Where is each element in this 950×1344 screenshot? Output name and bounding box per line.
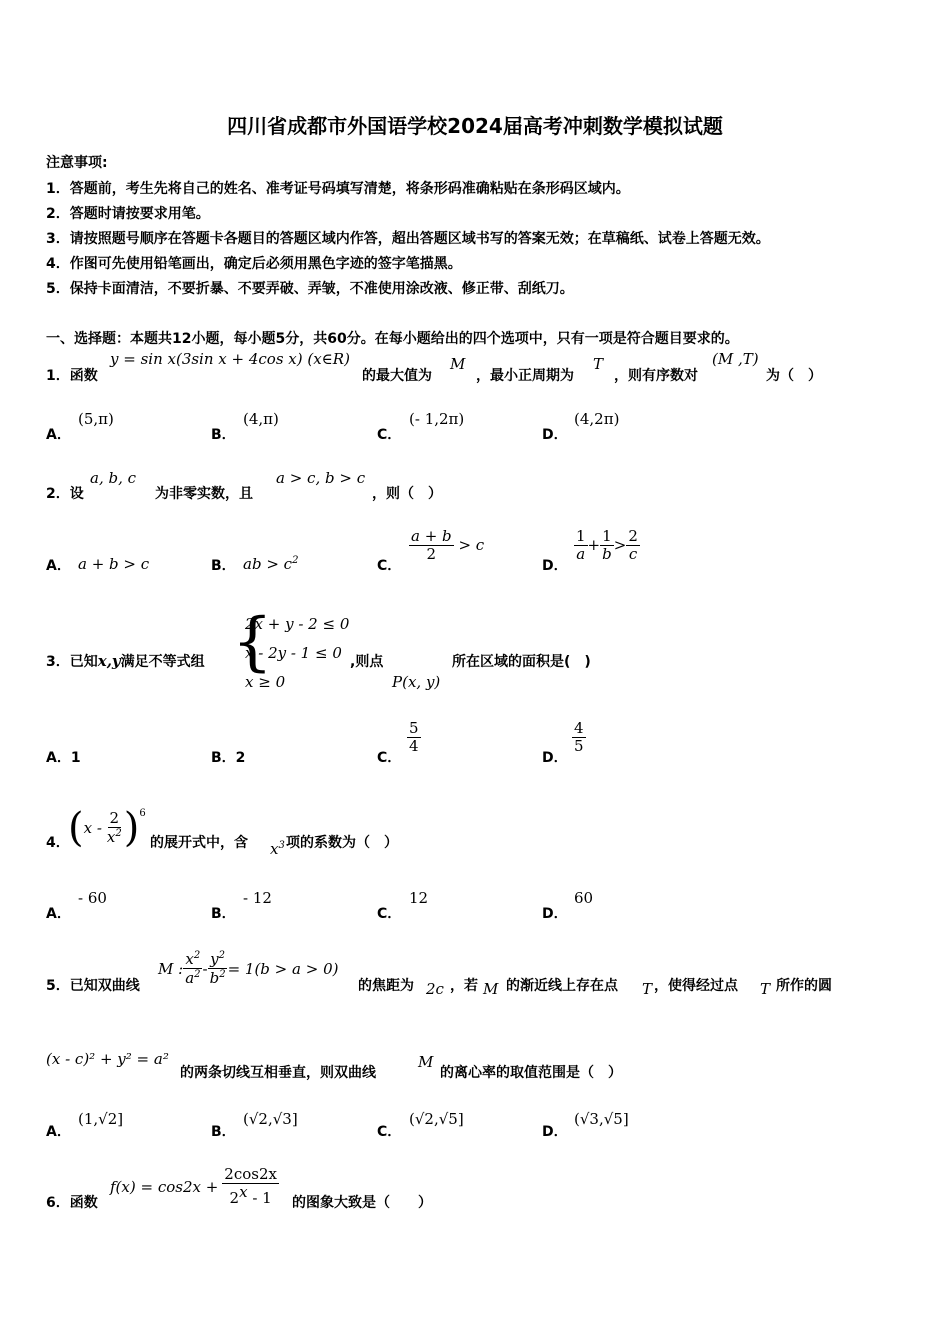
- q5-text: ，若: [450, 978, 478, 994]
- q4-option-d[interactable]: 60: [574, 889, 594, 907]
- q5-hyperbola: M : $\frac{x^2}{a^2}$ - $\frac{y^2}{b^2}$ = 1(b > a > 0): [158, 950, 339, 988]
- q2-option-c-label[interactable]: C．: [377, 558, 402, 574]
- q2-option-a[interactable]: a + b > c: [78, 555, 150, 573]
- q2-option-d-label[interactable]: D．: [542, 558, 568, 574]
- q1-option-c[interactable]: (- 1,2π): [409, 410, 465, 428]
- q2-stem: 2．设: [46, 486, 84, 502]
- q5-text: ，使得经过点: [654, 978, 738, 994]
- q3-stem: 3．已知x,y满足不等式组: [46, 652, 205, 670]
- q4-option-a[interactable]: - 60: [78, 889, 107, 907]
- q5-option-c-label[interactable]: C．: [377, 1124, 402, 1140]
- q1-option-a-label[interactable]: A．: [46, 427, 71, 443]
- q1-option-b-label[interactable]: B．: [211, 427, 236, 443]
- q5-text: 所作的圆: [776, 978, 832, 994]
- note-item: 2．答题时请按要求用笔。: [46, 206, 210, 222]
- q2-option-a-label[interactable]: A．: [46, 558, 71, 574]
- q2-text: ，则（ ）: [372, 486, 442, 502]
- q5-option-a-label[interactable]: A．: [46, 1124, 71, 1140]
- q4-option-a-label[interactable]: A．: [46, 906, 71, 922]
- note-item: 4．作图可先使用铅笔画出，确定后必须用黑色字迹的签字笔描黑。: [46, 256, 462, 272]
- q1-option-d-label[interactable]: D．: [542, 427, 568, 443]
- q4-option-c[interactable]: 12: [409, 889, 429, 907]
- q5-focal: 2c: [426, 980, 444, 998]
- q1-option-d[interactable]: (4,2π): [574, 410, 620, 428]
- q3-text: 所在区域的面积是( ): [452, 654, 591, 670]
- q2-option-b[interactable]: ab > $c^2$: [243, 555, 299, 573]
- q2-text: 为非零实数，且: [155, 486, 253, 502]
- q1-option-a[interactable]: (5,π): [78, 410, 114, 428]
- q5-text: 的渐近线上存在点: [506, 978, 618, 994]
- q5-option-a[interactable]: (1,√2]: [78, 1110, 124, 1128]
- q6-function: f(x) = cos2x + $\frac{2\cos 2x}{2^x - 1}$: [110, 1165, 277, 1208]
- q1-text: 的最大值为: [362, 368, 432, 384]
- q5-text: 的焦距为: [358, 978, 414, 994]
- q4-option-c-label[interactable]: C．: [377, 906, 402, 922]
- q3-option-d[interactable]: $\frac{4}{5}$: [574, 719, 584, 756]
- q1-stem: 1．函数: [46, 368, 98, 384]
- q5-T: T: [760, 980, 771, 998]
- q1-T: T: [593, 355, 604, 373]
- q3-point: P(x, y): [392, 673, 441, 691]
- q3-inequality: x - 2y - 1 ≤ 0: [245, 644, 342, 662]
- q6-stem: 6．函数: [46, 1195, 98, 1211]
- q5-option-d[interactable]: (√3,√5]: [574, 1110, 629, 1128]
- q2-option-b-label[interactable]: B．: [211, 558, 236, 574]
- q3-option-d-label[interactable]: D．: [542, 750, 568, 766]
- q3-option-b[interactable]: B．2: [211, 750, 246, 766]
- q5-option-c[interactable]: (√2,√5]: [409, 1110, 464, 1128]
- q3-inequality: 2x + y - 2 ≤ 0: [245, 615, 350, 633]
- page-title: 四川省成都市外国语学校2024届高考冲刺数学模拟试题: [227, 114, 723, 138]
- q3-option-c[interactable]: $\frac{5}{4}$: [409, 719, 419, 756]
- q3-text: ,则点: [350, 654, 384, 670]
- q4-text: 的展开式中，含: [150, 835, 248, 851]
- notes-heading: 注意事项:: [46, 155, 108, 171]
- q4-option-d-label[interactable]: D．: [542, 906, 568, 922]
- q4-term: $x^3$: [270, 840, 285, 858]
- q3-option-a[interactable]: A．1: [46, 750, 81, 766]
- q5-stem: 5．已知双曲线: [46, 978, 140, 994]
- q5-text: 的两条切线互相垂直，则双曲线: [180, 1065, 376, 1081]
- q4-stem: 4．: [46, 835, 70, 851]
- q4-text: 项的系数为（ ）: [286, 835, 398, 851]
- q5-T: T: [642, 980, 653, 998]
- q4-option-b-label[interactable]: B．: [211, 906, 236, 922]
- q1-text: 为（ ）: [766, 368, 822, 384]
- q5-option-b[interactable]: (√2,√3]: [243, 1110, 298, 1128]
- q2-option-c[interactable]: $\frac{a + b}{2}$ > c: [411, 527, 485, 564]
- q1-text: ，最小正周期为: [476, 368, 574, 384]
- q1-option-c-label[interactable]: C．: [377, 427, 402, 443]
- q5-text: 的离心率的取值范围是（ ）: [440, 1065, 622, 1081]
- q6-text: 的图象大致是（ ）: [292, 1195, 432, 1211]
- q5-option-d-label[interactable]: D．: [542, 1124, 568, 1140]
- q4-expression: ( x - $\frac{2}{x^2}$ ) $^6$: [68, 805, 146, 851]
- section-header: 一、选择题：本题共12小题，每小题5分，共60分。在每小题给出的四个选项中，只有一项是符合题目要求的。: [46, 331, 739, 347]
- q2-cond: a > c, b > c: [276, 469, 366, 487]
- q1-pair: (M ,T): [712, 350, 759, 368]
- q5-M: M: [418, 1053, 434, 1071]
- q3-inequality: x ≥ 0: [245, 673, 286, 691]
- q5-circle: (x - c)² + y² = a²: [46, 1050, 169, 1068]
- q2-vars: a, b, c: [90, 469, 137, 487]
- q3-brace: {: [232, 605, 273, 679]
- note-item: 5．保持卡面清洁，不要折暴、不要弄破、弄皱，不准使用涂改液、修正带、刮纸刀。: [46, 281, 574, 297]
- note-item: 3．请按照题号顺序在答题卡各题目的答题区域内作答，超出答题区域书写的答案无效；在草稿纸、试卷上答题无效。: [46, 231, 770, 247]
- q1-text: ，则有序数对: [614, 368, 698, 384]
- note-item: 1．答题前，考生先将自己的姓名、准考证号码填写清楚，将条形码准确粘贴在条形码区域内。: [46, 181, 630, 197]
- q4-option-b[interactable]: - 12: [243, 889, 272, 907]
- q3-option-c-label[interactable]: C．: [377, 750, 402, 766]
- q1-formula: y = sin x(3sin x + 4cos x) (x∈R): [110, 350, 350, 368]
- q1-option-b[interactable]: (4,π): [243, 410, 279, 428]
- q5-M: M: [483, 980, 499, 998]
- q1-M: M: [450, 355, 466, 373]
- q2-option-d[interactable]: $\frac{1}{a}$ + $\frac{1}{b}$ > $\frac{2}{c}$: [576, 527, 638, 564]
- q5-option-b-label[interactable]: B．: [211, 1124, 236, 1140]
